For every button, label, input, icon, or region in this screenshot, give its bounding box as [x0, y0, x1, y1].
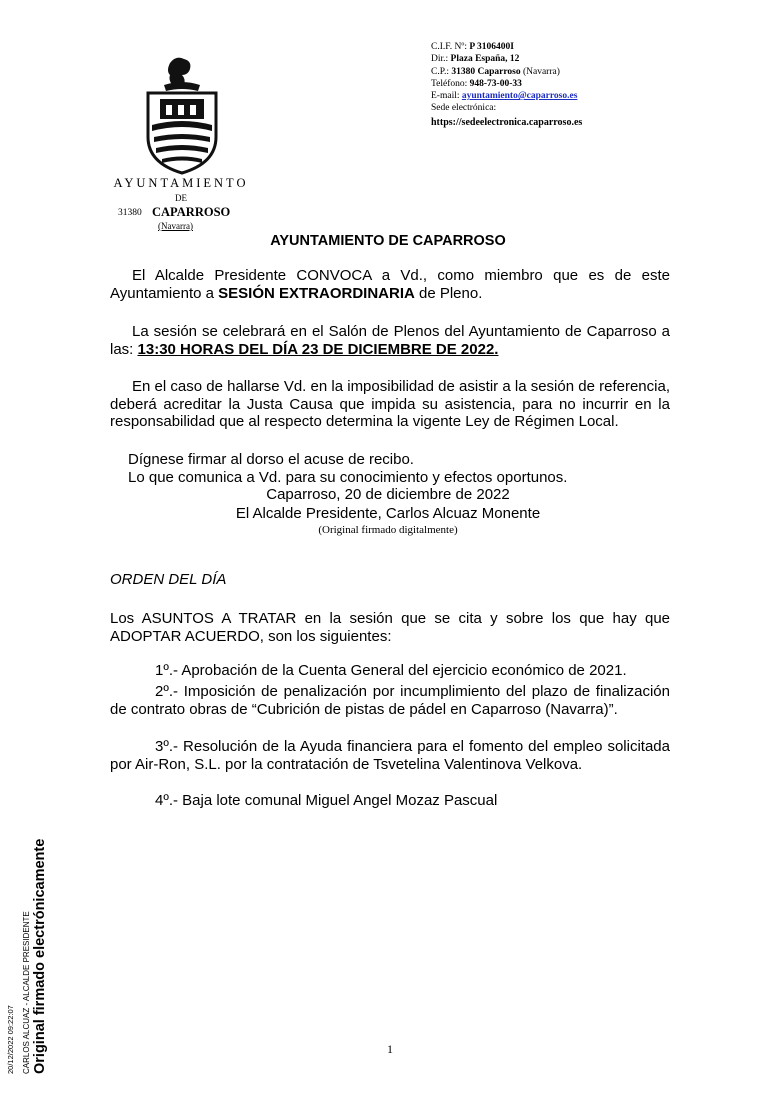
cp-town: Caparroso [477, 66, 521, 77]
agenda-item-4: 4º.- Baja lote comunal Miguel Angel Mozaz Pascual [155, 792, 498, 809]
agenda-item [110, 792, 670, 810]
cp-value: 31380 [451, 66, 476, 77]
signed-note: (Original firmado digitalmente) [318, 524, 458, 536]
org-zip: 31380 [118, 208, 142, 218]
stamp-datetime: 20/12/2022 09:22:07 [6, 1005, 15, 1074]
paragraph-session-time [110, 323, 670, 358]
cp-region: (Navarra) [522, 66, 560, 77]
tel-label: Teléfono: [431, 78, 468, 89]
cif-label: C.I.F. Nº: [431, 42, 467, 52]
org-region: (Navarra) [158, 221, 193, 231]
signer-line: El Alcalde Presidente, Carlos Alcuaz Monente [235, 505, 541, 522]
org-de: DE [175, 193, 187, 203]
cp-label: C.P.: [431, 66, 449, 77]
agenda-intro: Los ASUNTOS A TRATAR en la sesión que se cita y sobre los que hay que ADOPTAR ACUERDO, son los siguientes: [110, 610, 670, 645]
p1-session-type: SESIÓN EXTRAORDINARIA [218, 284, 415, 302]
p1-text-a: El Alcalde Presidente CONVOCA a Vd., como miembro que es de este Ayuntamiento a [110, 267, 670, 302]
agenda-item [110, 738, 670, 773]
sede-url[interactable]: https://sedeelectronica.caparroso.es [431, 116, 583, 128]
agenda-item-1: 1º.- Aprobación de la Cuenta General del ejercicio económico de 2021. [155, 662, 627, 679]
cif-value: P 3106400I [469, 42, 514, 52]
agenda-item [110, 662, 670, 680]
paragraph-communication: Lo que comunica a Vd. para su conocimiento y efectos oportunos. [128, 469, 568, 486]
place-date: Caparroso, 20 de diciembre de 2022 [266, 486, 510, 503]
p3-text: En el caso de hallarse Vd. en la imposibilidad de asistir a la sesión de referencia, deberá acreditar la Justa Causa que impida su asistencia, para no incurrir en la responsabilidad que al respecto determina la vigente Ley de Régimen Local. [110, 378, 670, 430]
sede-label: Sede electrónica: [431, 103, 497, 114]
paragraph-acknowledge: Dígnese firmar al dorso el acuse de recibo. [128, 451, 414, 468]
agenda-item [110, 683, 670, 718]
org-town: CAPARROSO [152, 205, 231, 219]
tel-value: 948-73-00-33 [469, 78, 522, 89]
paragraph-absence [110, 378, 670, 431]
email-label: E-mail: [431, 91, 460, 102]
stamp-signer: CARLOS ALCUAZ - ALCALDE PRESIDENTE [22, 911, 31, 1074]
dir-value: Plaza España, 12 [450, 54, 520, 65]
document-title: AYUNTAMIENTO DE CAPARROSO [270, 233, 506, 249]
contact-block [431, 41, 582, 129]
agenda-item-3: 3º.- Resolución de la Ayuda financiera para el fomento del empleo solicitada por Air-Ron, S.L. por la contratación de Tsvetelina Valentinova Velkova. [110, 738, 670, 773]
org-name: AYUNTAMIENTO [113, 176, 249, 190]
p1-text-c: de Pleno. [414, 284, 483, 302]
agenda-title: ORDEN DEL DÍA [110, 571, 227, 588]
page-number: 1 [387, 1042, 393, 1056]
p2-datetime: 13:30 HORAS DEL DÍA 23 DE DICIEMBRE DE 2022. [137, 340, 499, 358]
p2-text-a: La sesión se celebrará en el Salón de Plenos del Ayuntamiento de Caparroso a las: [110, 323, 670, 358]
agenda-item-2: 2º.- Imposición de penalización por incumplimiento del plazo de finalización de contrato obras de “Cubrición de pistas de pádel en Caparroso (Navarra)”. [110, 683, 670, 718]
email-link[interactable]: ayuntamiento@caparroso.es [461, 91, 578, 102]
municipal-coat-of-arms [140, 55, 224, 175]
paragraph-convocation [110, 267, 670, 302]
electronic-signature-stamp: Original firmado electrónicamente [32, 838, 48, 1074]
dir-label: Dir.: [431, 54, 449, 65]
